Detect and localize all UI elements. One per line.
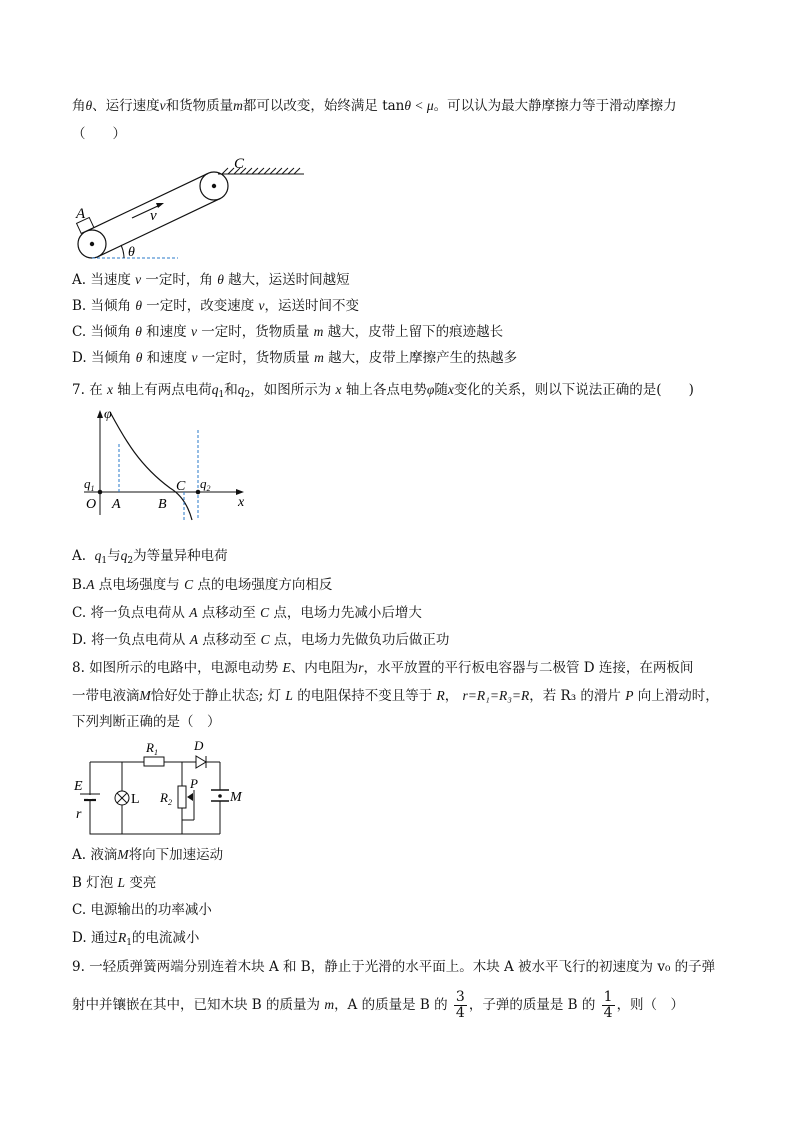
q7-sub: 1	[218, 390, 225, 400]
option-sub: 1	[126, 938, 132, 948]
q8-fig-r2	[159, 790, 172, 807]
q8-text: 、内电阻为	[290, 660, 359, 676]
q8-text: 的电阻保持不变且等于	[297, 688, 433, 704]
q6-paren: （ ）	[72, 126, 126, 142]
q6-stem-text: 角	[72, 98, 86, 114]
option-var: A	[189, 632, 198, 647]
q8-option-d	[72, 928, 199, 953]
option-var: A	[189, 605, 198, 620]
q8-option-b	[72, 873, 156, 893]
q7-fig-b: B	[158, 497, 167, 512]
q8-fig-r2-sub: 2	[167, 798, 172, 807]
q8-fig-p: P	[190, 776, 198, 791]
q7-option-c	[72, 603, 422, 623]
option-text: 将一负点电荷从	[90, 632, 190, 648]
fraction-denominator: 4	[603, 1005, 613, 1021]
q8-option-c	[72, 900, 212, 920]
question-number: 8.	[72, 660, 85, 676]
option-var: C	[184, 577, 194, 592]
q7-x: x	[335, 382, 342, 397]
q7-fig-x: x	[238, 495, 245, 510]
q7-text: 和	[224, 382, 238, 398]
q8-fig-d: D	[194, 738, 204, 753]
option-var: m	[313, 324, 324, 339]
q7-fig-q2-letter: q	[200, 476, 207, 491]
option-text: 越大，皮带上留下的痕迹越长	[323, 324, 504, 340]
q7-fig-a: A	[112, 497, 121, 512]
option-label: C.	[72, 902, 87, 918]
q7-option-b	[72, 575, 332, 595]
q8-fig-r: r	[76, 807, 82, 822]
q6-v: v	[159, 98, 166, 113]
option-text: 点，电场力先减小后增大	[269, 605, 422, 621]
option-text: 一定时，角	[141, 272, 218, 288]
q7-fig-c: C	[176, 479, 186, 494]
q8-text: ，若 R₃ 的滑片	[529, 688, 621, 704]
q7-text: 随	[434, 382, 448, 398]
q8-var: P	[625, 688, 634, 703]
q6-theta: θ	[404, 98, 411, 113]
option-var: C	[260, 632, 270, 647]
q7-fig-q1-sub: 1	[90, 484, 95, 493]
option-text: 越大，运送时间越短	[223, 272, 350, 288]
q8-equation: r=R₁=R₃=R	[462, 688, 530, 703]
q7-sub: 2	[244, 390, 251, 400]
q8-fig-m: M	[230, 790, 242, 805]
q7-q: q	[211, 382, 219, 397]
q7-phi: φ	[426, 382, 435, 397]
option-var: θ	[135, 350, 143, 365]
option-sub: 1	[101, 556, 108, 566]
option-text: 将一负点电荷从	[90, 605, 190, 621]
option-label: D.	[72, 632, 87, 648]
q8-text: 恰好处于静止状态; 灯	[150, 688, 282, 704]
option-text: 点移动至	[197, 632, 261, 648]
q7-text: 轴上各点电势	[345, 382, 427, 398]
option-var: v	[191, 350, 198, 365]
option-label: B.	[72, 298, 87, 314]
option-label: A.	[72, 548, 87, 564]
option-text: 电源输出的功率减小	[90, 902, 212, 918]
option-text: 的电流减小	[131, 930, 200, 946]
option-var: q	[94, 548, 102, 563]
q8-text: 下列判断正确的是（ ）	[72, 714, 221, 730]
q6-stem-text: 、运行速度	[92, 98, 160, 114]
option-text: 为等量异种电荷	[133, 548, 228, 564]
q7-fig-q1-letter: q	[84, 476, 91, 491]
q7-fig-o: O	[86, 497, 97, 512]
option-label: C.	[72, 605, 87, 621]
option-text: 越大，皮带上摩擦产生的热越多	[323, 350, 518, 366]
option-var: L	[117, 875, 126, 890]
q8-stem-line1	[72, 658, 693, 678]
q6-option-d	[72, 348, 517, 368]
q6-fig-label-a: A	[76, 206, 86, 222]
q7-option-a	[72, 546, 228, 571]
q7-fig-phi: φ	[104, 407, 112, 422]
option-var: m	[314, 350, 324, 365]
q8-option-a	[72, 845, 223, 865]
option-label: B	[72, 875, 82, 891]
q6-stem-text: 。可以认为最大静摩擦力等于滑动摩擦力	[433, 98, 677, 114]
q9-stem-line2	[72, 990, 684, 1021]
option-text: 和速度	[141, 324, 191, 340]
q7-potential-figure	[80, 400, 260, 520]
fraction-three-quarters	[454, 990, 467, 1021]
option-var: v	[190, 324, 197, 339]
option-var: C	[260, 605, 270, 620]
q8-text: 一带电液滴	[72, 688, 140, 704]
q7-text: 轴上有两点电荷	[117, 382, 212, 398]
q7-fig-q2-sub: 2	[206, 484, 211, 493]
q9-text: ，子弹的质量是 B 的	[468, 997, 596, 1013]
q9-text: 一轻质弹簧两端分别连着木块 A 和 B，静止于光滑的水平面上。木块 A 被水平飞行的初速度为 v₀ 的子弹	[89, 959, 716, 975]
fraction-one-quarter	[602, 990, 615, 1021]
option-text: 液滴	[90, 847, 118, 863]
option-text: 点的电场强度方向相反	[193, 577, 333, 593]
option-text: 当倾角	[90, 350, 136, 366]
option-text: 当倾角	[90, 324, 136, 340]
q8-stem-line2	[72, 686, 719, 706]
option-var: R	[117, 930, 127, 945]
q6-tan: tan	[382, 98, 405, 114]
option-var: θ	[135, 324, 142, 339]
option-text: 点电场强度与	[94, 577, 185, 593]
q6-fig-label-c: C	[234, 156, 245, 172]
q6-fig-label-v: v	[150, 208, 157, 224]
fraction-numerator: 3	[455, 989, 465, 1005]
option-label: C.	[72, 324, 87, 340]
q6-option-c	[72, 322, 503, 342]
q9-text: ，则（ ）	[616, 997, 685, 1013]
question-number: 7.	[72, 382, 85, 398]
fraction-numerator: 1	[603, 989, 613, 1005]
q7-text: 在	[89, 382, 103, 398]
q6-theta: θ	[85, 98, 93, 113]
option-text: 将向下加速运动	[128, 847, 224, 863]
q6-m: m	[233, 98, 243, 113]
q8-fig-e: E	[74, 779, 83, 794]
q8-text: 向上滑动时，	[637, 688, 719, 704]
option-sub: 2	[127, 556, 134, 566]
option-label: D.	[72, 350, 87, 366]
option-var: M	[117, 847, 129, 862]
q6-conveyor-figure	[70, 150, 310, 265]
option-text: 点，电场力先做负功后做正功	[269, 632, 450, 648]
q6-answer-paren	[72, 124, 126, 144]
option-text: 一定时，货物质量	[196, 324, 314, 340]
option-label: D.	[72, 930, 87, 946]
q8-var: M	[139, 688, 151, 703]
q6-stem-text: 都可以改变，始终满足	[242, 98, 378, 114]
option-var: A	[86, 577, 95, 592]
q8-fig-l: L	[131, 792, 140, 807]
option-text: 当速度	[90, 272, 136, 288]
option-text: 与	[107, 548, 121, 564]
q8-stem-line3	[72, 712, 221, 732]
q6-stem-line1	[72, 96, 677, 116]
q8-fig-r1-letter: R	[146, 740, 154, 755]
option-var: θ	[217, 272, 224, 287]
option-text: 一定时，货物质量	[197, 350, 315, 366]
q7-q: q	[237, 382, 245, 397]
option-var: θ	[135, 298, 142, 313]
q6-fig-label-theta: θ	[128, 245, 135, 260]
q9-stem-line1	[72, 957, 715, 977]
option-text: ，运送时间不变	[264, 298, 360, 314]
option-var: v	[258, 298, 265, 313]
q7-x: x	[447, 382, 454, 397]
q8-text: 如图所示的电路中，电源电动势	[89, 660, 279, 676]
q8-var: r	[358, 660, 364, 675]
option-text: 通过	[90, 930, 118, 946]
q8-fig-r1-sub: 1	[153, 748, 158, 757]
q9-var: m	[324, 997, 335, 1012]
q7-x: x	[106, 382, 113, 397]
q6-option-b	[72, 296, 359, 316]
option-label: A.	[72, 847, 87, 863]
q8-var: L	[285, 688, 293, 703]
question-number: 9.	[72, 959, 85, 975]
q9-text: 射中并镶嵌在其中，已知木块 B 的质量为	[72, 997, 321, 1013]
q7-text: ，如图所示为	[250, 382, 332, 398]
option-label: B.	[72, 577, 87, 593]
q7-fig-q2	[200, 476, 211, 493]
q6-mu: < μ	[411, 98, 434, 113]
q8-fig-r1	[145, 740, 158, 757]
option-text: 点移动至	[197, 605, 261, 621]
q7-fig-q1	[84, 476, 95, 493]
option-text: 变亮	[125, 875, 157, 891]
option-label: A.	[72, 272, 87, 288]
option-var: v	[135, 272, 142, 287]
q8-text: ，	[444, 688, 459, 704]
q6-stem-text: 和货物质量	[165, 98, 234, 114]
option-text: 灯泡	[86, 875, 118, 891]
q7-option-d	[72, 630, 449, 650]
q8-fig-r2-letter: R	[160, 790, 168, 805]
option-text: 一定时，改变速度	[141, 298, 259, 314]
q6-option-a	[72, 270, 350, 290]
option-text: 和速度	[142, 350, 192, 366]
q8-var: E	[282, 660, 291, 675]
q8-circuit-figure	[70, 738, 250, 838]
option-var: q	[120, 548, 128, 563]
option-text: 当倾角	[90, 298, 136, 314]
q8-text: ，水平放置的平行板电容器与二极管 D 连接，在两板间	[363, 660, 694, 676]
q8-var: R	[436, 688, 445, 703]
fraction-denominator: 4	[455, 1005, 465, 1021]
q7-text: 变化的关系，则以下说法正确的是( )	[453, 382, 694, 398]
q9-text: ，A 的质量是 B 的	[334, 997, 448, 1013]
